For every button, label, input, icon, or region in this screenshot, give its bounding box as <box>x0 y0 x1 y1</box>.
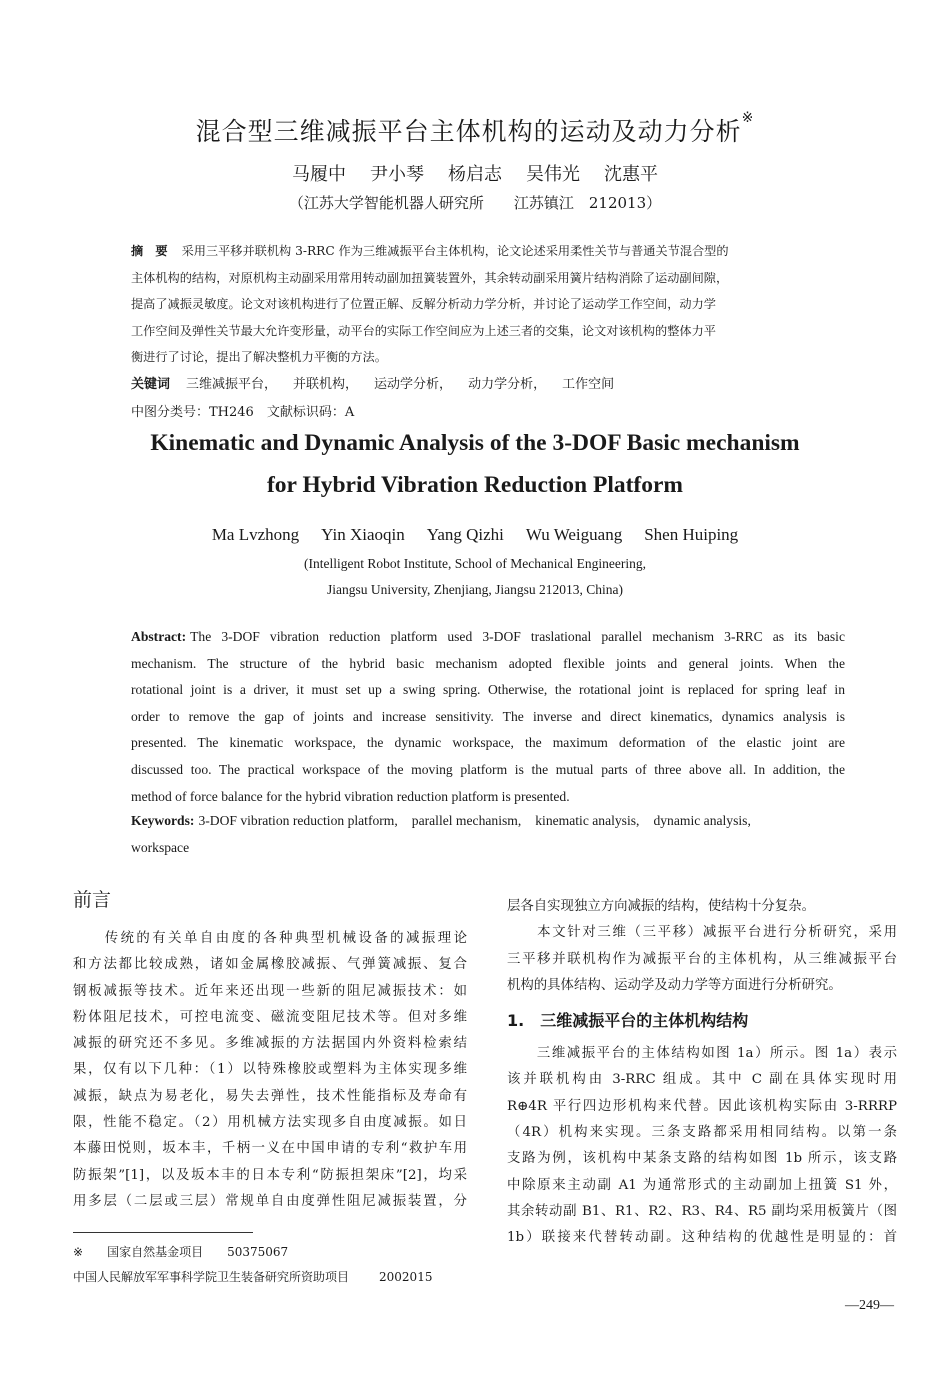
english-abstract-line: method of force balance for the hybrid vibration reduction platform is presented. <box>131 788 570 804</box>
english-affiliation-line: Jiangsu University, Zhenjiang, Jiangsu 212013, China) <box>326 582 624 597</box>
body-line: 机构的具体结构、运动学及动力学等方面进行分析研究。 <box>507 977 842 993</box>
chinese-author: 尹小琴 <box>370 164 424 185</box>
english-abstract-line: order to remove the gap of joints and increase sensitivity. The inverse and direct kinematics, dynamics analysis is <box>131 708 845 724</box>
keyword: 三维减振平台， <box>186 377 278 392</box>
page-number: —249— <box>845 1298 894 1313</box>
chinese-title-text: 混合型三维减振平台主体机构的运动及动力分析 <box>195 117 742 146</box>
footnote-mark: ※ <box>73 1245 84 1259</box>
keyword: parallel mechanism, <box>411 813 522 828</box>
chinese-keywords <box>131 372 861 399</box>
english-abstract-label: Abstract: <box>131 629 187 644</box>
chinese-abstract-line: 提高了减振灵敏度。论文对该机构进行了位置正解、反解分析动力学分析，并讨论了运动学工作空间，动力学 <box>131 297 716 311</box>
keyword: kinematic analysis, <box>535 813 640 828</box>
left-column <box>73 886 467 1215</box>
chinese-affiliation: （江苏大学智能机器人研究所 江苏镇江 212013） <box>288 194 662 212</box>
body-line: 限，性能不稳定。（2）用机械方法实现多自由度减振。如日 <box>73 1115 467 1131</box>
english-abstract-line: discussed too. The practical workspace of the moving platform is the mutual parts of three above all. In addition, the <box>131 761 845 777</box>
chinese-author: 沈惠平 <box>604 164 658 185</box>
chinese-abstract-line: 衡进行了讨论，提出了解决整机力平衡的方法。 <box>131 350 387 364</box>
keyword: 3-DOF vibration reduction platform, <box>198 813 398 828</box>
body-line: 本藤田悦则，坂本丰，千柄一义在中国申请的专利“救护车用 <box>73 1141 467 1157</box>
chinese-abstract-line: 工作空间及弹性关节最大允许变形量，动平台的实际工作空间应为上述三者的交集，论文对该机构的整体力平 <box>131 323 716 338</box>
english-abstract-line: mechanism. The structure of the hybrid basic mechanism adopted flexible joints and general joints. When the <box>131 655 845 671</box>
funding-mark: ※ <box>741 110 755 126</box>
body-line: 减振的研究还不多见。多维减振的方法据国内外资料检索结 <box>73 1036 467 1052</box>
body-line: 1b）联接来代替转动副。这种结构的优越性是明显的：首 <box>507 1230 897 1246</box>
footnotes <box>73 1240 467 1290</box>
footnote-line: 中国人民解放军军事科学院卫生装备研究所资助项目 2002015 <box>73 1270 433 1284</box>
keyword: 工作空间 <box>562 377 615 392</box>
english-author: Shen Huiping <box>644 525 739 544</box>
chinese-author: 吴伟光 <box>526 164 580 185</box>
chinese-keywords-label: 关键词 <box>131 377 171 392</box>
english-author: Ma Lvzhong <box>211 525 300 544</box>
body-line: 和方法都比较成熟，诸如金属橡胶减振、气弹簧减振、复合 <box>73 957 467 973</box>
keyword: 并联机构， <box>293 377 359 392</box>
chinese-abstract <box>131 238 861 371</box>
chinese-author: 杨启志 <box>448 164 502 185</box>
english-abstract-line: Abstract: The 3-DOF vibration reduction platform used 3-DOF traslational parallel mechanism 3-RRC as its basic <box>131 629 845 644</box>
body-line: 钢板减振等技术。近年来还出现一些新的阻尼减振技术：如 <box>73 983 467 999</box>
keyword: workspace <box>131 839 190 855</box>
body-line: 粉体阻尼技术，可控电流变、磁流变阻尼技术等。但对多维 <box>73 1009 467 1025</box>
body-line: 防振架”[1]，以及坂本丰的日本专利“防振担架床”[2]，均采 <box>73 1167 467 1183</box>
chinese-abstract-label: 摘 要 <box>131 244 168 258</box>
body-line: 中除原来主动副 A1 为通常形式的主动副加上扭簧 S1 外， <box>507 1177 897 1193</box>
body-line: 传统的有关单自由度的各种典型机械设备的减振理论 <box>73 931 467 946</box>
keyword: dynamic analysis, <box>653 813 751 828</box>
keyword: 运动学分析， <box>374 377 453 392</box>
english-author: Wu Weiguang <box>525 525 623 544</box>
chinese-title <box>0 112 950 148</box>
english-abstract-line: presented. The kinematic workspace, the dynamic workspace, the maximum deformation of the elastic joint are <box>131 735 845 751</box>
body-line: R⊕4R 平行四边形机构来代替。因此该机构实际由 3-RRRP <box>507 1098 897 1114</box>
body-line: 果，仅有以下几种：（1）以特殊橡胶或塑料为主体实现多维 <box>73 1062 467 1078</box>
chinese-authors <box>0 160 950 186</box>
english-affiliation-line: (Intelligent Robot Institute, School of Mechanical Engineering, <box>304 556 646 571</box>
chinese-author: 马履中 <box>292 164 346 185</box>
classification-number: 中图分类号：TH246 文献标识码：A <box>131 405 355 420</box>
english-abstract <box>131 624 845 810</box>
body-line: 层各自实现独立方向减振的结构，使结构十分复杂。 <box>507 899 815 914</box>
section-heading-preface: 前言 <box>73 889 112 911</box>
english-title <box>0 422 950 506</box>
english-title-line: for Hybrid Vibration Reduction Platform <box>266 472 684 498</box>
chinese-abstract-line: 主体机构的结构，对原机构主动副采用常用转动副加扭簧装置外，其余转动副采用簧片结构消除了运动副间隙， <box>131 270 729 285</box>
body-line: 其余转动副 B1、R1、R2、R3、R4、R5 副均采用板簧片（图 <box>507 1203 897 1219</box>
section-heading-1: 1. 三维减振平台的主体机构结构 <box>507 1011 749 1031</box>
right-column <box>507 894 897 1252</box>
footnote-line: ※ 国家自然基金项目 50375067 <box>73 1245 289 1259</box>
english-authors <box>0 525 950 545</box>
chinese-abstract-line: 摘 要 采用三平移并联机构 3-RRC 作为三维减振平台主体机构，论文论述采用柔性关节与普通关节混合型的 <box>131 244 729 258</box>
body-line: 支路为例，该机构中某条支路的结构如图 1b 所示，该支路 <box>507 1151 897 1167</box>
body-line: 三维减振平台的主体结构如图 1a）所示。图 1a）表示 <box>507 1046 897 1062</box>
body-line: 用多层（二层或三层）常规单自由度弹性阻尼减振装置，分 <box>73 1193 467 1209</box>
body-line: 该并联机构由 3-RRC 组成。其中 C 副在具体实现时用 <box>507 1072 897 1088</box>
english-title-line: Kinematic and Dynamic Analysis of the 3-DOF Basic mechanism <box>150 430 800 456</box>
body-line: 本文针对三维（三平移）减振平台进行分析研究，采用 <box>507 925 897 941</box>
body-line: （4R）机构来实现。三条支路都采用相同结构。以第一条 <box>507 1125 897 1141</box>
footnote-divider <box>73 1232 253 1233</box>
body-line: 减振，缺点为易老化，易失去弹性，技术性能指标及寿命有 <box>73 1088 467 1104</box>
english-abstract-line: rotational joint is a driver, it must set up a swing spring. Otherwise, the rotational joint is replaced for spring leaf in <box>131 682 845 698</box>
body-line: 三平移并联机构作为减振平台的主体机构，从三维减振平台 <box>507 951 897 967</box>
english-keywords <box>131 808 845 861</box>
keyword: 动力学分析， <box>468 377 547 392</box>
english-author: Yang Qizhi <box>426 525 504 544</box>
english-author: Yin Xiaoqin <box>321 525 405 544</box>
english-keywords-label: Keywords: <box>131 813 195 828</box>
